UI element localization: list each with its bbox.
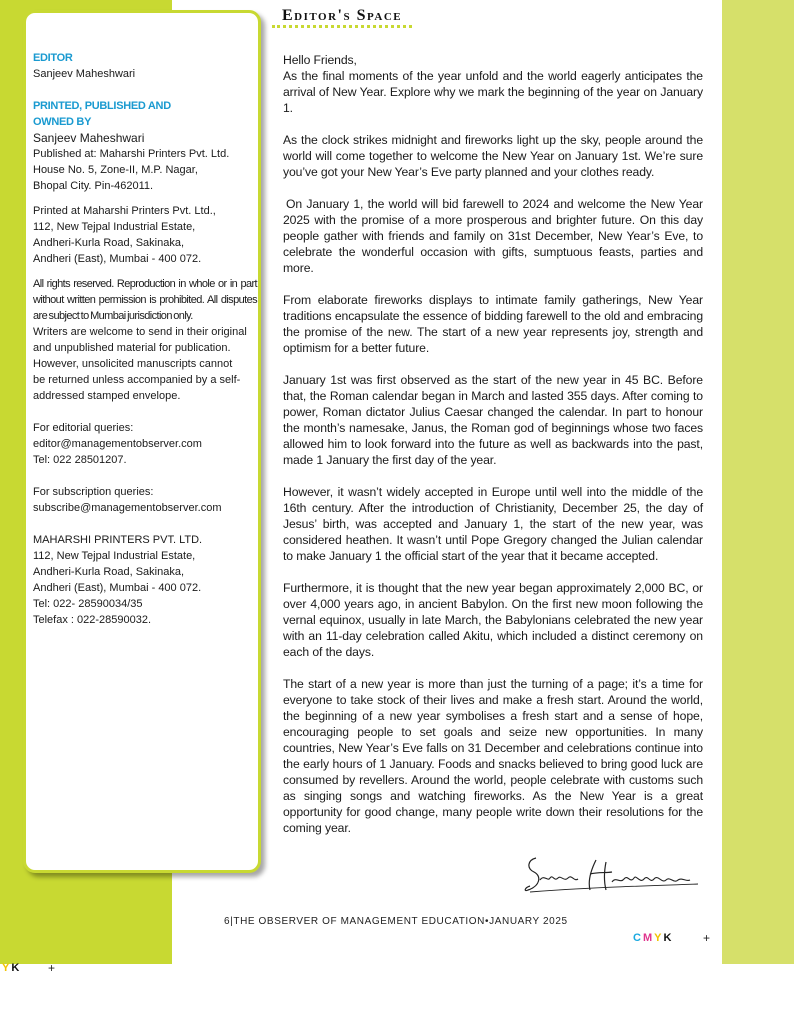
rights-notice: All rights reserved. Reproduction in whole or in part without written permission is prohibited. All disputes are subject to Mumbai jurisdiction only. (33, 278, 257, 322)
published-line: House No. 5, Zone-II, M.P. Nagar, (33, 164, 198, 176)
writers-line: However, unsolicited manuscripts cannot (33, 358, 233, 370)
section-title: Editor's Space (282, 7, 403, 24)
printed-line: Andheri (East), Mumbai - 400 072. (33, 253, 202, 265)
subscription-queries (33, 484, 257, 516)
writers-line: Writers are welcome to send in their original (33, 326, 247, 338)
masthead-content (33, 50, 257, 628)
issue-date: JANUARY 2025 (489, 916, 568, 927)
article-paragraph: However, it wasn’t widely accepted in Europe until well into the middle of the 16th century. After the introduction of Christianity, December 25, the day of Jesus’ birth, was accepted and January 1, the start of the new year, was considered heathen. It wasn’t until Pope Gregory changed the Julian calendar to make January 1 the official start of the year that it became accepted. (283, 485, 703, 563)
published-line: Published at: Maharshi Printers Pvt. Ltd. (33, 148, 230, 160)
bottom-registration-mark: + (48, 961, 56, 975)
printer-line: 112, New Tejpal Industrial Estate, (33, 550, 196, 562)
editorial-article (283, 52, 703, 852)
footer-separator: | (230, 916, 234, 927)
publication-name: THE OBSERVER OF MANAGEMENT EDUCATION (233, 916, 486, 927)
editorial-queries (33, 420, 257, 468)
printed-label-1: PRINTED, PUBLISHED AND (33, 100, 171, 112)
dotted-underline (272, 25, 412, 28)
article-paragraph: As the clock strikes midnight and fireworks light up the sky, people around the world will come together to welcome the New Year on January 1st. We’re sure you’ve got your New Year’s Eve party planned and your clothes ready. (283, 133, 703, 179)
writers-line: and unpublished material for publication. (33, 342, 231, 354)
printed-line: Andheri-Kurla Road, Sakinaka, (33, 237, 185, 249)
page-footer (224, 916, 568, 927)
section-header (270, 5, 710, 29)
owner-name: Sanjeev Maheshwari (33, 131, 145, 145)
editorial-email[interactable]: editor@managementobserver.com (33, 438, 202, 450)
registration-mark: + (703, 931, 711, 945)
printer-line: MAHARSHI PRINTERS PVT. LTD. (33, 534, 203, 546)
printer-line: Tel: 022- 28590034/35 (33, 598, 143, 610)
printer-line: Andheri-Kurla Road, Sakinaka, (33, 566, 185, 578)
writers-line: addressed stamped envelope. (33, 390, 181, 402)
article-paragraph: The start of a new year is more than just the turning of a page; it’s a time for everyone to take stock of their lives and make a fresh start. Around the world, the beginning of a new year symbolises a fresh start and a sense of hope, encouraging people to set goals and seize new opportunities. In many countries, New Year’s Eve falls on 31 December and celebrations continue into the early hours of 1 January. Foods and snacks believed to bring good luck are consumed by revellers. Around the world, people celebrate with customs such as singing songs and watching fireworks. As the New Year is a great opportunity for good change, many people write down their resolutions for the coming year. (283, 677, 703, 835)
printed-line: 112, New Tejpal Industrial Estate, (33, 221, 196, 233)
cmyk-y: Y (654, 932, 664, 944)
editor-name: Sanjeev Maheshwari (33, 68, 136, 80)
subscription-line: For subscription queries: (33, 486, 154, 498)
greeting: Hello Friends, (283, 53, 357, 67)
published-address (33, 146, 257, 194)
printer-line: Telefax : 022-28590032. (33, 614, 152, 626)
page-number: 6 (224, 916, 231, 927)
cmyk-k: K (663, 932, 674, 944)
printed-label-2: OWNED BY (33, 116, 92, 128)
article-paragraph: Furthermore, it is thought that the new year began approximately 2,000 BC, or over 4,000 years ago, in ancient Babylon. On the first new moon following the vernal equinox, usually in late March, the Babylonians celebrated the new year with an 11-day celebration called Akitu, which included a distinct ceremony on each of the days. (283, 581, 703, 659)
printed-line: Printed at Maharshi Printers Pvt. Ltd., (33, 205, 216, 217)
article-paragraph: January 1st was first observed as the start of the new year in 45 BC. Before that, the Roman calendar began in March and lasted 355 days. After coming to power, Roman dictator Julius Caesar changed the calendar. In part to honour the month’s namesake, Janus, the Roman god of beginnings whose two faces allowed him to look forward into the future as well as backwards into the past, made 1 January the first day of the year. (283, 373, 703, 467)
bottom-k: K (11, 962, 22, 974)
subscription-email[interactable]: subscribe@managementobserver.com (33, 502, 222, 514)
writers-notice (33, 324, 257, 404)
cmyk-marks (633, 932, 673, 944)
article-paragraph: From elaborate fireworks displays to intimate family gatherings, New Year traditions encapsulate the essence of bidding farewell to the old and embracing the promise of the new. The start of a new year represents joy, strength and optimism for a better future. (283, 293, 703, 355)
green-right-panel (722, 0, 794, 964)
article-paragraph: As the final moments of the year unfold and the world eagerly anticipates the arrival of New Year. Explore why we mark the beginning of the year on January 1. (283, 69, 703, 115)
published-line: Bhopal City. Pin-462011. (33, 180, 154, 192)
cmyk-m: M (642, 932, 655, 944)
printer-address (33, 532, 257, 628)
footer-bullet: • (485, 916, 490, 927)
bottom-color-marks (2, 962, 21, 974)
printer-line: Andheri (East), Mumbai - 400 072. (33, 582, 202, 594)
article-paragraph: On January 1, the world will bid farewell to 2024 and welcome the New Year 2025 with the promise of a more prosperous and brighter future. On this day people gather with friends and family on 31st December, New Year’s Eve, to celebrate the wonderful occasion with gifts, sumptuous feasts, parties and more. (283, 197, 703, 275)
editor-label: EDITOR (33, 52, 73, 64)
editorial-phone: Tel: 022 28501207. (33, 454, 127, 466)
editorial-line: For editorial queries: (33, 422, 134, 434)
printed-address (33, 203, 257, 267)
cmyk-c: C (633, 932, 643, 944)
editor-signature (520, 852, 705, 900)
writers-line: be returned unless accompanied by a self- (33, 374, 241, 386)
bottom-y: Y (2, 962, 12, 974)
